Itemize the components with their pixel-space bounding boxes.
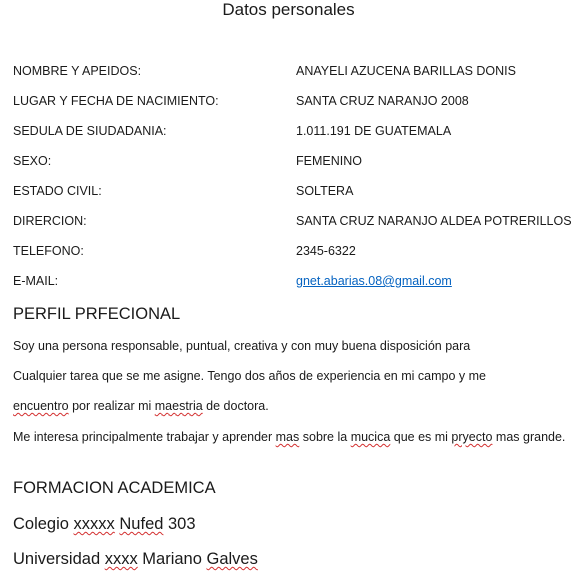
text-run: sobre la [299,430,351,444]
perfil-paragraph-1-line-3 [13,398,569,415]
section-heading-perfil: PERFIL PRFECIONAL [13,305,181,323]
document-title: Datos personales [222,0,355,19]
text-run: 303 [163,515,196,533]
text-run: de doctora. [202,399,269,413]
field-label: LUGAR Y FECHA DE NACIMIENTO: [13,94,219,108]
field-value: SOLTERA [296,184,354,198]
field-row-nombre [13,61,573,81]
text-run: Colegio [13,515,74,533]
paragraph-line [13,398,569,415]
text-run: Me interesa principalmente trabajar y aprender [13,430,276,444]
field-value: SANTA CRUZ NARANJO 2008 [296,94,469,108]
misspelled-word: pryecto [451,430,493,444]
academic-item-universidad [13,549,258,569]
field-label: E-MAIL: [13,274,59,288]
perfil-paragraph-1-line-2 [13,368,569,385]
field-row-lugar-fecha [13,91,573,111]
text-run: por realizar mi [68,399,155,413]
email-link[interactable]: gnet.abarias.08@gmail.com [296,274,452,288]
field-value: ANAYELI AZUCENA BARILLAS DONIS [296,64,516,78]
field-value: SANTA CRUZ NARANJO ALDEA POTRERILLOS [296,214,572,228]
text-run: mas [495,430,520,444]
text-run: grande. [519,430,566,444]
paragraph-line: Soy una persona responsable, puntual, creativa y con muy buena disposición para [13,339,471,353]
field-label: DIRERCION: [13,214,87,228]
field-value: 2345-6322 [296,244,356,258]
text-run: Universidad [13,550,105,568]
field-value: FEMENINO [296,154,362,168]
misspelled-word: maestria [154,399,203,413]
field-label: ESTADO CIVIL: [13,184,102,198]
perfil-paragraph-1 [13,338,569,355]
misspelled-word: Galves [206,550,258,568]
paragraph-line: Cualquier tarea que se me asigne. Tengo dos años de experiencia en mi campo y me [13,369,486,383]
perfil-paragraph-2 [13,429,569,446]
misspelled-word: encuentro [13,399,69,413]
misspelled-word: mucica [350,430,391,444]
misspelled-word: xxxx [104,550,138,568]
field-row-telefono [13,241,573,261]
section-heading-formacion: FORMACION ACADEMICA [13,479,216,497]
text-run: Mariano [137,550,207,568]
misspelled-word: xxxxx [73,515,115,533]
misspelled-word: mas [275,430,300,444]
field-value: 1.011.191 DE GUATEMALA [296,124,452,138]
field-row-sexo [13,151,573,171]
misspelled-word: Nufed [119,515,164,533]
academic-item-colegio [13,514,196,534]
field-label: NOMBRE Y APEIDOS: [13,64,142,78]
text-run: que es mi [390,430,452,444]
field-row-estado-civil [13,181,573,201]
field-row-sedula [13,121,573,141]
field-label: SEDULA DE SIUDADANIA: [13,124,167,138]
field-row-direccion [13,211,573,231]
field-row-email [13,271,573,291]
field-label: SEXO: [13,154,52,168]
field-label: TELEFONO: [13,244,84,258]
